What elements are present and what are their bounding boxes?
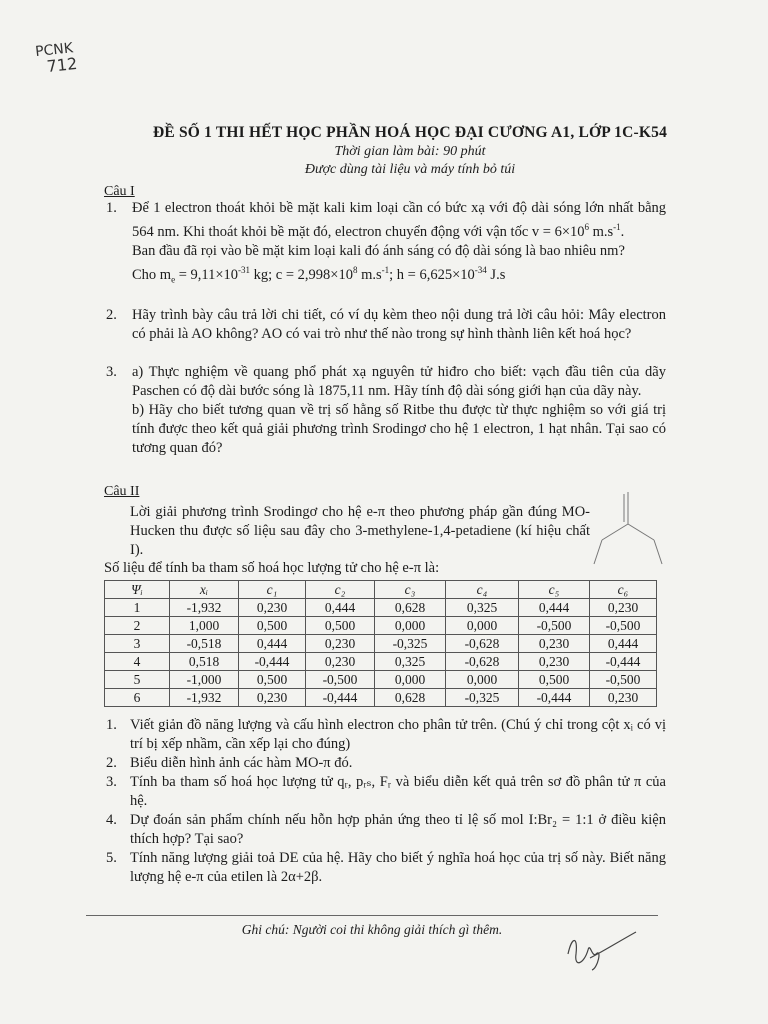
list-item xyxy=(106,811,666,849)
const-sub: e xyxy=(171,274,176,285)
table-cell: -0,628 xyxy=(446,653,519,671)
table-row xyxy=(105,689,657,707)
table-cell: -0,518 xyxy=(170,635,239,653)
table-cell: 0,000 xyxy=(446,617,519,635)
q1-sup-b: -1 xyxy=(613,222,621,232)
header-c2: c₂ xyxy=(306,581,375,599)
table-row xyxy=(105,653,657,671)
table-cell: 0,000 xyxy=(375,617,446,635)
question-1-2 xyxy=(106,306,666,344)
table-cell: -0,500 xyxy=(590,617,657,635)
const-c: kg; c = 2,998×10 xyxy=(250,266,353,283)
const-sup-b: -31 xyxy=(238,264,251,275)
section-2-intro: Lời giải phương trình Srodingơ cho hệ e-π theo phương pháp gần đúng MO-Hucken thu được số liệu sau đây cho 3-methylene-1,4-petadiene (kí hiệu chất I). xyxy=(130,504,590,558)
list-item xyxy=(106,773,666,811)
table-row xyxy=(105,599,657,617)
question-text: Viết giản đồ năng lượng và cấu hình electron cho phân tử trên. (Chú ý chỉ trong cột xᵢ có vị trí bị xếp nhầm, cần xếp lại cho đúng) xyxy=(130,717,666,752)
const-f: J.s xyxy=(486,266,506,283)
question-part-a: a) Thực nghiệm về quang phổ phát xạ nguyên tử hiđro cho biết: vạch đầu tiên của dãy Paschen có độ dài bước sóng là 1875,11 nm. Hãy tính độ dài sóng giới hạn của dãy này. xyxy=(132,364,666,399)
table-cell: -1,932 xyxy=(170,689,239,707)
question-text xyxy=(132,199,666,242)
question-number: 4. xyxy=(106,812,117,828)
table-cell: 4 xyxy=(105,653,170,671)
table-cell: 0,500 xyxy=(239,617,306,635)
table-cell: 0,230 xyxy=(590,599,657,617)
list-item xyxy=(106,849,666,887)
table-row xyxy=(105,671,657,689)
table-cell: 3 xyxy=(105,635,170,653)
question-number: 1. xyxy=(106,200,117,216)
table-cell: 1,000 xyxy=(170,617,239,635)
section-label-cau-1: Câu I xyxy=(104,184,135,199)
header-c6: c₆ xyxy=(590,581,657,599)
const-e: ; h = 6,625×10 xyxy=(389,266,475,283)
table-cell: 0,628 xyxy=(375,689,446,707)
const-sup-d: -1 xyxy=(381,264,390,275)
question-number: 3. xyxy=(106,774,117,790)
question-text: Hãy trình bày câu trả lời chi tiết, có ví dụ kèm theo nội dung trả lời câu hỏi: Mây electron có phải là AO không? AO có vai trò như thế nào trong sự hình thành liên kết hoá học? xyxy=(132,307,666,342)
table-cell: 0,230 xyxy=(239,599,306,617)
table-cell: 0,230 xyxy=(519,635,590,653)
question-number: 2. xyxy=(106,755,117,771)
huckel-data-table xyxy=(104,580,657,707)
q1-sup-a: 6 xyxy=(584,222,589,232)
table-cell: 0,325 xyxy=(375,653,446,671)
list-item xyxy=(106,716,666,754)
header-psi: Ψᵢ xyxy=(105,581,170,599)
q1-text-b: m.s xyxy=(589,223,614,240)
question-number: 3. xyxy=(106,364,117,380)
question-text: Tính ba tham số hoá học lượng tử qᵣ, pᵣₛ, Fᵣ và biểu diễn kết quả trên sơ đồ phân tử π của hệ. xyxy=(130,774,666,809)
const-sup-c: 8 xyxy=(352,264,358,275)
table-cell: 0,444 xyxy=(519,599,590,617)
table-row xyxy=(105,635,657,653)
section-2-questions xyxy=(106,716,666,887)
const-a: Cho m xyxy=(132,266,172,283)
table-cell: -0,500 xyxy=(519,617,590,635)
table-cell: 0,230 xyxy=(306,653,375,671)
handwritten-note xyxy=(34,40,78,76)
table-cell: 2 xyxy=(105,617,170,635)
table-cell: -0,325 xyxy=(446,689,519,707)
header-c3: c₃ xyxy=(375,581,446,599)
footer-note: Ghi chú: Người coi thi không giải thích gì thêm. xyxy=(241,922,503,937)
question-text: Dự đoán sản phẩm chính nếu hỗn hợp phản ứng theo tỉ lệ số mol I:Br₂ = 1:1 ở điều kiện thích hợp? Tại sao? xyxy=(130,812,666,847)
question-text: Tính năng lượng giải toả DE của hệ. Hãy cho biết ý nghĩa hoá học của trị số này. Biết năng lượng hệ e-π của etilen là 2α+2β. xyxy=(130,850,666,885)
table-cell: 0,500 xyxy=(306,617,375,635)
question-number: 2. xyxy=(106,307,117,323)
table-cell: -0,325 xyxy=(375,635,446,653)
exam-time: Thời gian làm bài: 90 phút xyxy=(334,144,486,159)
table-cell: 0,444 xyxy=(590,635,657,653)
question-1-3 xyxy=(106,363,666,458)
question-part-b: b) Hãy cho biết tương quan về trị số hằng số Ritbe thu được từ thực nghiệm so với giá trị tính được theo kết quả giải phương trình Srodingơ cho hệ 1 electron, 1 hạt nhân. Tại sao có tương quan đó? xyxy=(132,402,666,456)
list-item xyxy=(106,754,666,773)
table-cell: 0,444 xyxy=(239,635,306,653)
exam-allowed-materials: Được dùng tài liệu và máy tính bỏ túi xyxy=(304,162,516,177)
table-cell: 0,325 xyxy=(446,599,519,617)
section-label-cau-2: Câu II xyxy=(104,484,140,499)
table-cell: 0,444 xyxy=(306,599,375,617)
header-c4: c₄ xyxy=(446,581,519,599)
handnote-line2: 712 xyxy=(45,53,79,76)
constants-line xyxy=(132,261,666,290)
table-row xyxy=(105,617,657,635)
q1-text-a: Để 1 electron thoát khỏi bề mặt kali kim loại cần có bức xạ với độ dài sóng lớn nhất bằng 564 nm. Khi thoát khỏi bề mặt đó, electron chuyển động với vận tốc v = 6×10 xyxy=(132,200,666,240)
table-cell: 1 xyxy=(105,599,170,617)
const-b: = 9,11×10 xyxy=(175,266,239,283)
handnote-line1: PCNK xyxy=(34,40,74,61)
table-cell: 0,000 xyxy=(446,671,519,689)
table-caption: Số liệu để tính ba tham số hoá học lượng tử cho hệ e-π là: xyxy=(104,560,440,576)
const-sup-e: -34 xyxy=(474,264,487,275)
header-x: xᵢ xyxy=(170,581,239,599)
molecule-structure-sketch xyxy=(588,486,668,576)
table-cell: 5 xyxy=(105,671,170,689)
table-cell: -0,500 xyxy=(590,671,657,689)
table-cell: 0,500 xyxy=(519,671,590,689)
table-cell: 0,518 xyxy=(170,653,239,671)
exam-title: ĐỀ SỐ 1 THI HẾT HỌC PHẦN HOÁ HỌC ĐẠI CƯƠNG A1, LỚP 1C-K54 xyxy=(152,124,668,141)
const-d: m.s xyxy=(357,266,382,283)
table-cell: -0,444 xyxy=(239,653,306,671)
question-1-1 xyxy=(106,199,666,290)
table-cell: 6 xyxy=(105,689,170,707)
table-cell: -1,932 xyxy=(170,599,239,617)
table-cell: 0,500 xyxy=(239,671,306,689)
table-cell: -0,444 xyxy=(519,689,590,707)
q1-text-c: . xyxy=(620,223,625,240)
signature-mark xyxy=(562,924,642,974)
table-cell: -0,500 xyxy=(306,671,375,689)
table-cell: 0,000 xyxy=(375,671,446,689)
table-cell: 0,230 xyxy=(306,635,375,653)
table-header-row xyxy=(105,581,657,599)
table-cell: 0,628 xyxy=(375,599,446,617)
table-cell: -0,444 xyxy=(306,689,375,707)
question-number: 1. xyxy=(106,717,117,733)
question-text-2: Ban đầu đã rọi vào bề mặt kim loại kali đó ánh sáng có độ dài sóng là bao nhiêu nm? xyxy=(132,242,625,259)
table-cell: -1,000 xyxy=(170,671,239,689)
question-text: Biểu diễn hình ảnh các hàm MO-π đó. xyxy=(130,755,353,771)
table-cell: 0,230 xyxy=(590,689,657,707)
table-cell: -0,628 xyxy=(446,635,519,653)
question-number: 5. xyxy=(106,850,117,866)
table-cell: 0,230 xyxy=(239,689,306,707)
table-cell: -0,444 xyxy=(590,653,657,671)
footer-divider xyxy=(86,915,658,916)
header-c1: c₁ xyxy=(239,581,306,599)
table-cell: 0,230 xyxy=(519,653,590,671)
header-c5: c₅ xyxy=(519,581,590,599)
